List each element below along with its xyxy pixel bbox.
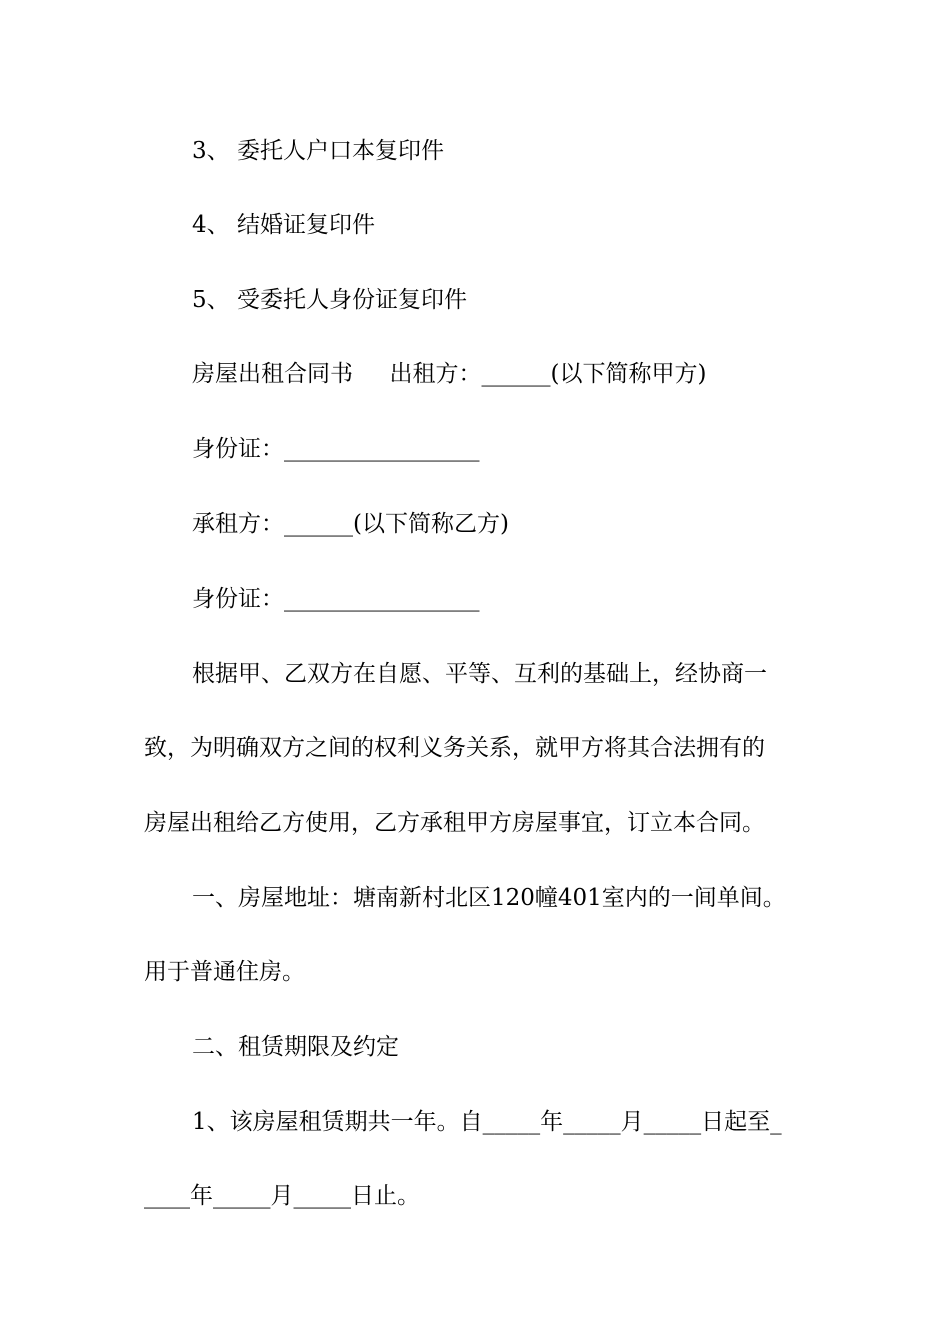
contract-title-lessor-line: 房屋出租合同书 出租方：______(以下简称甲方)	[192, 361, 707, 387]
clause-2-term-line-1: 1、该房屋租赁期共一年。自_____年_____月_____日起至_	[192, 1109, 782, 1135]
clause-2-heading: 二、租赁期限及约定	[192, 1034, 399, 1060]
list-item-3: 3、 委托人户口本复印件	[192, 138, 444, 164]
preamble-line-3: 房屋出租给乙方使用，乙方承租甲方房屋事宜，订立本合同。	[144, 810, 765, 836]
clause-1-usage-line: 用于普通住房。	[144, 959, 305, 985]
lessee-id-line: 身份证：_________________	[192, 586, 480, 612]
clause-2-term-line-2: ____年_____月_____日止。	[144, 1183, 420, 1209]
lessee-line: 承租方：______(以下简称乙方)	[192, 511, 509, 537]
clause-1-address-line: 一、房屋地址：塘南新村北区120幢401室内的一间单间。	[192, 885, 786, 911]
list-item-4: 4、 结婚证复印件	[192, 212, 375, 238]
preamble-line-1: 根据甲、乙双方在自愿、平等、互利的基础上，经协商一	[192, 661, 767, 687]
preamble-line-2: 致，为明确双方之间的权利义务关系，就甲方将其合法拥有的	[144, 735, 765, 761]
list-item-5: 5、 受委托人身份证复印件	[192, 287, 467, 313]
lessor-id-line: 身份证：_________________	[192, 436, 480, 462]
